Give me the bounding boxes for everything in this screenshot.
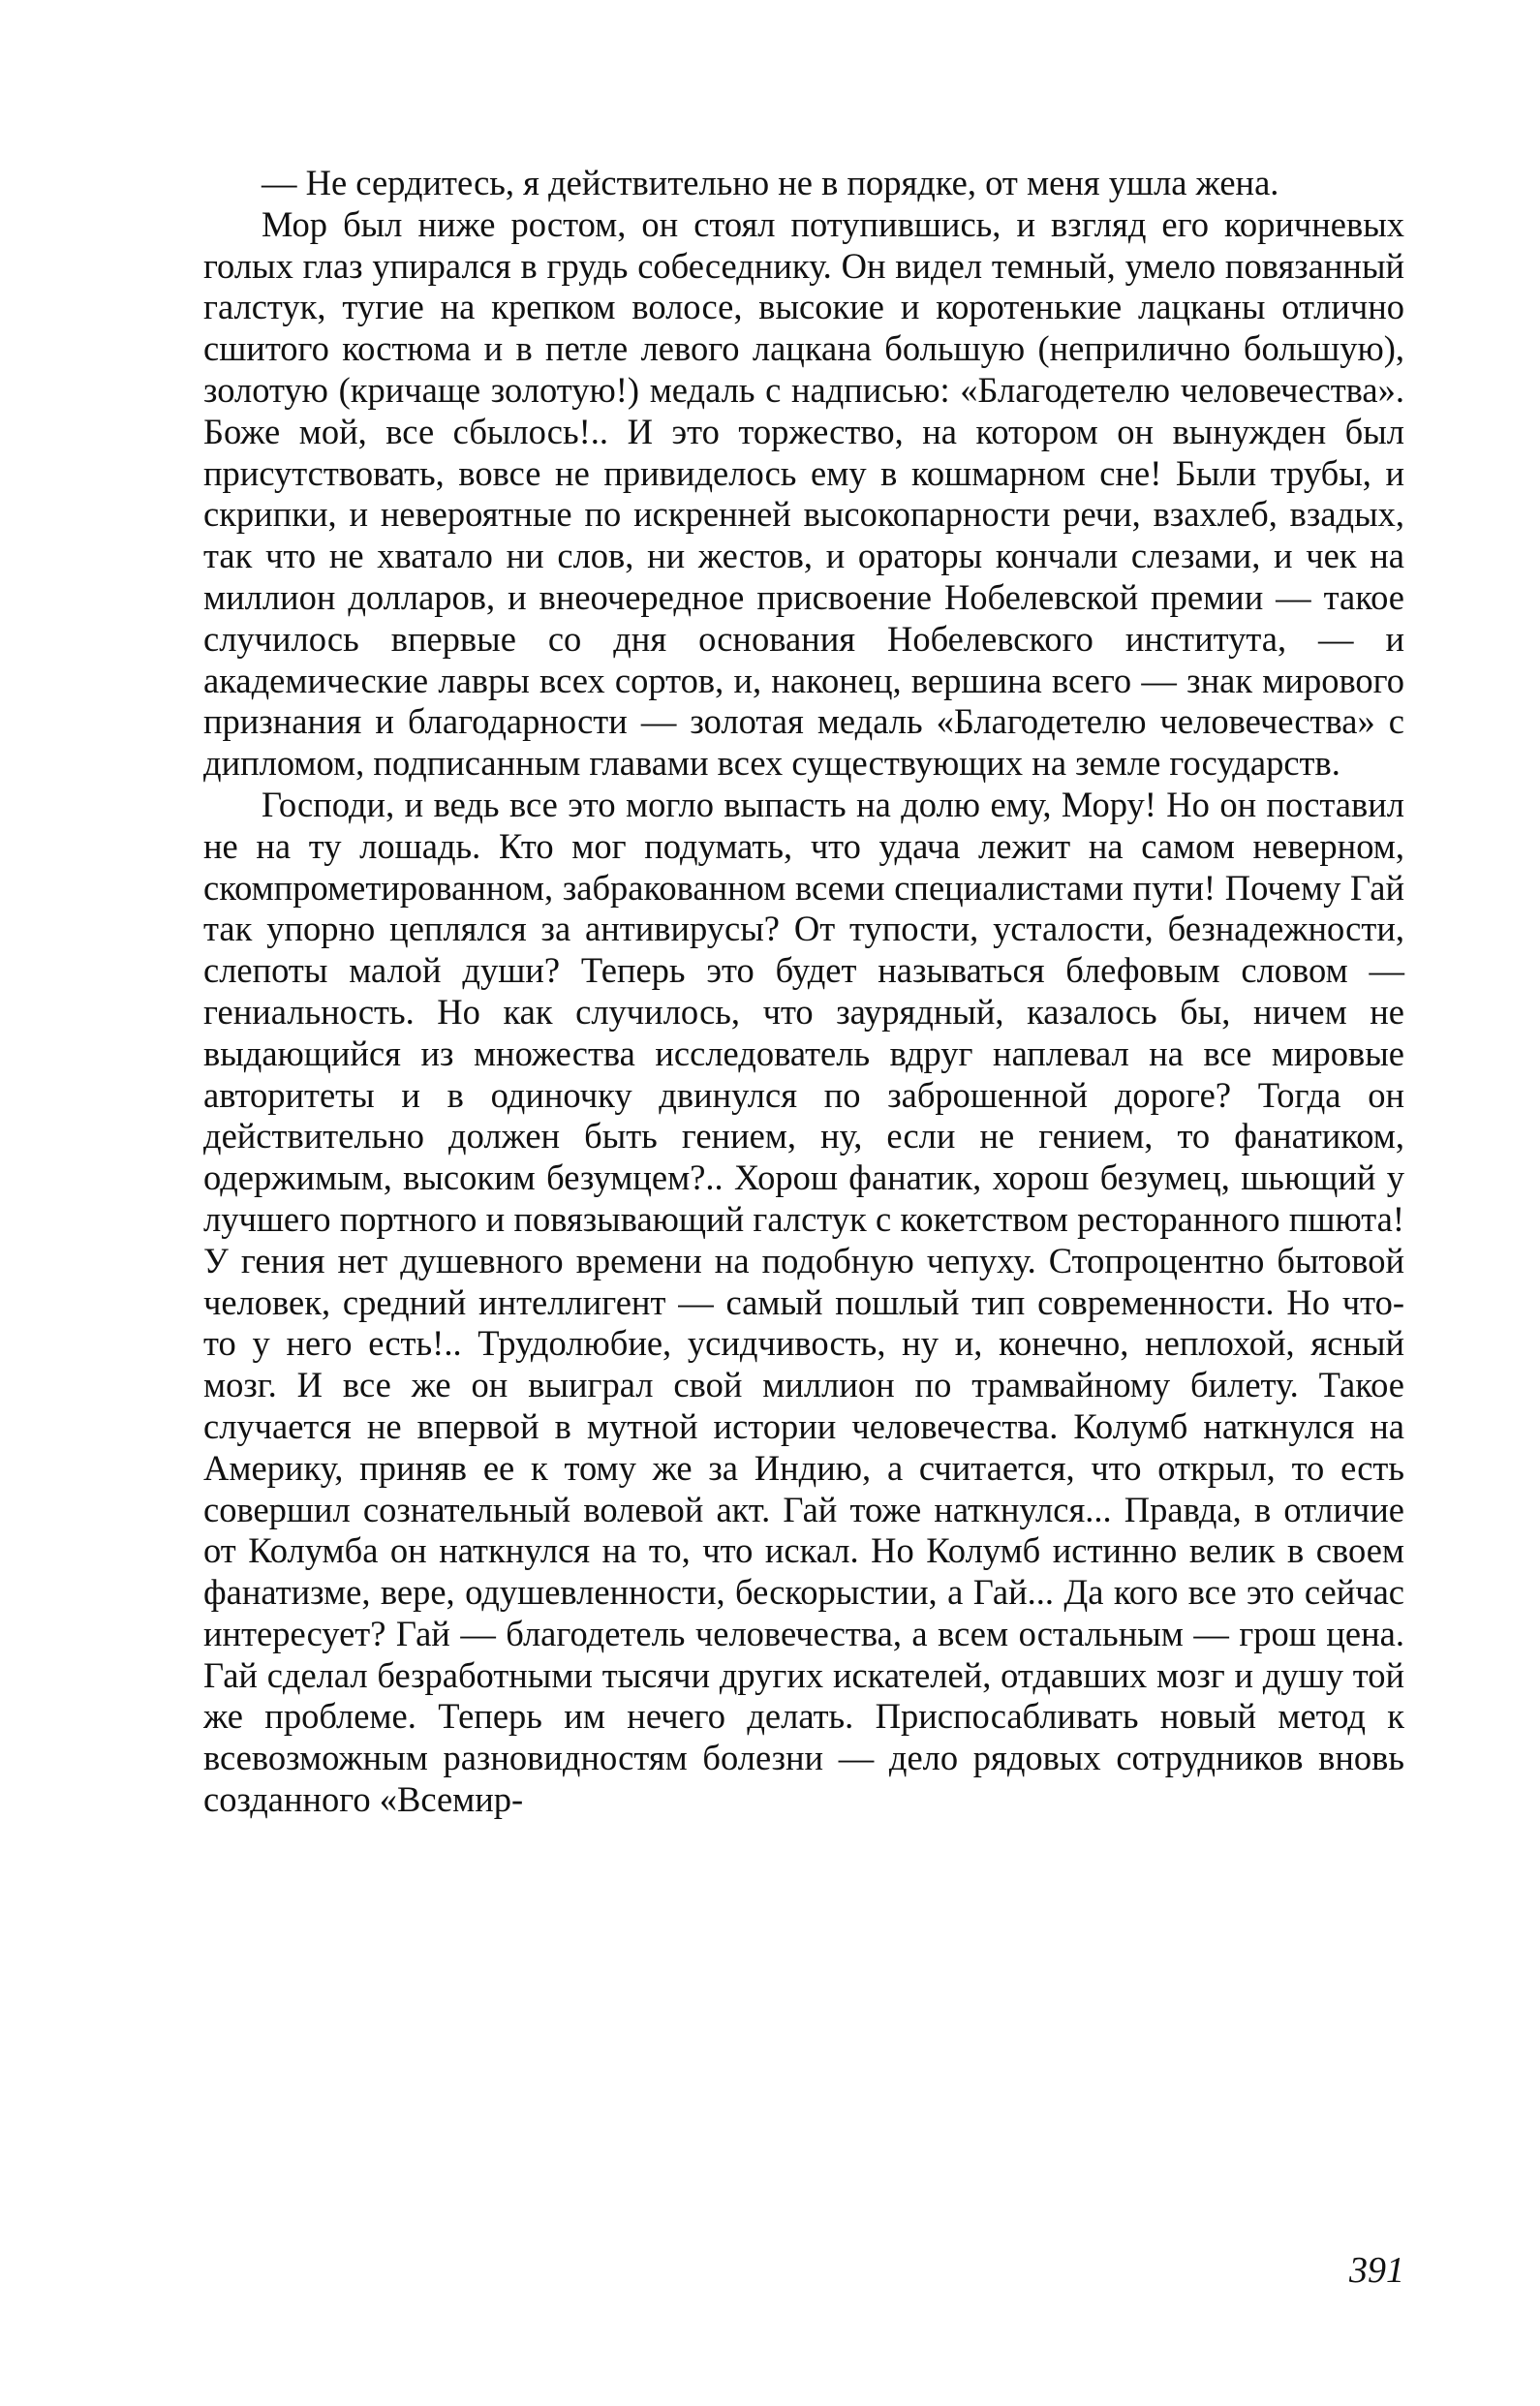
paragraph-3: Господи, и ведь все это могло выпасть на долю ему, Мору! Но он поставил не на ту лошадь. Кто мог подумать, что удача лежит на самом неверном, скомпрометированном, забракованном всеми специалистами пути! Почему Гай так упорно цеплялся за антивирусы? От тупости, усталости, безнадежности, слепоты малой души? Теперь это будет называться блефовым словом — гениальность. Но как случилось, что заурядный, казалось бы, ничем не выдающийся из множества исследователь вдруг наплевал на все мировые авторитеты и в одиночку двинулся по заброшенной дороге? Тогда он действительно должен быть гением, ну, если не гением, то фанатиком, одержимым, высоким безумцем?.. Хорош фанатик, хорош безумец, шьющий у лучшего портного и повязывающий галстук с кокетством ресторанного пшюта! У гения нет душевного времени на подобную чепуху. Стопроцентно бытовой человек, средний интеллигент — самый пошлый тип современности. Но что-то у него есть!.. Трудолюбие, усидчивость, ну и, конечно, неплохой, ясный мозг. И все же он выиграл свой миллион по трамвайному билету. Такое случается не впервой в мутной истории человечества. Колумб наткнулся на Америку, приняв ее к тому же за Индию, а считается, что открыл, то есть совершил сознательный волевой акт. Гай тоже наткнулся... Правда, в отличие от Колумба он наткнулся на то, что искал. Но Колумб истинно велик в своем фанатизме, вере, одушевленности, бескорыстии, а Гай... Да кого все это сейчас интересует? Гай — благодетель человечества, а всем остальным — грош цена. Гай сделал безработными тысячи других искателей, отдавших мозг и душу той же проблеме. Теперь им нечего делать. Приспосабливать новый метод к всевозможным разновидностям болезни — дело рядовых сотрудников вновь созданного «Всемир- <box>203 784 1404 1820</box>
body-text <box>203 163 1404 1821</box>
page-number: 391 <box>1349 2250 1404 2291</box>
paragraph-1: — Не сердитесь, я действительно не в порядке, от меня ушла жена. <box>262 163 1279 202</box>
paragraph-2: Мор был ниже ростом, он стоял потупившись, и взгляд его коричневых голых глаз упирался в грудь собеседнику. Он видел темный, умело повязанный галстук, тугие на крепком волосе, высокие и коротенькие лацканы отлично сшитого костюма и в петле левого лацкана большую (неприлично большую), золотую (кричаще золотую!) медаль с надписью: «Благодетелю человечества». Боже мой, все сбылось!.. И это торжество, на котором он вынужден был присутствовать, вовсе не привиделось ему в кошмарном сне! Были трубы, и скрипки, и невероятные по искренней высокопарности речи, взахлеб, взадых, так что не хватало ни слов, ни жестов, и ораторы кончали слезами, и чек на миллион долларов, и внеочередное присвоение Нобелевской премии — такое случилось впервые со дня основания Нобелевского института, — и академические лавры всех сортов, и, наконец, вершина всего — знак мирового признания и благодарности — золотая медаль «Благодетелю человечества» с дипломом, подписанным главами всех существующих на земле государств. <box>203 203 1404 784</box>
